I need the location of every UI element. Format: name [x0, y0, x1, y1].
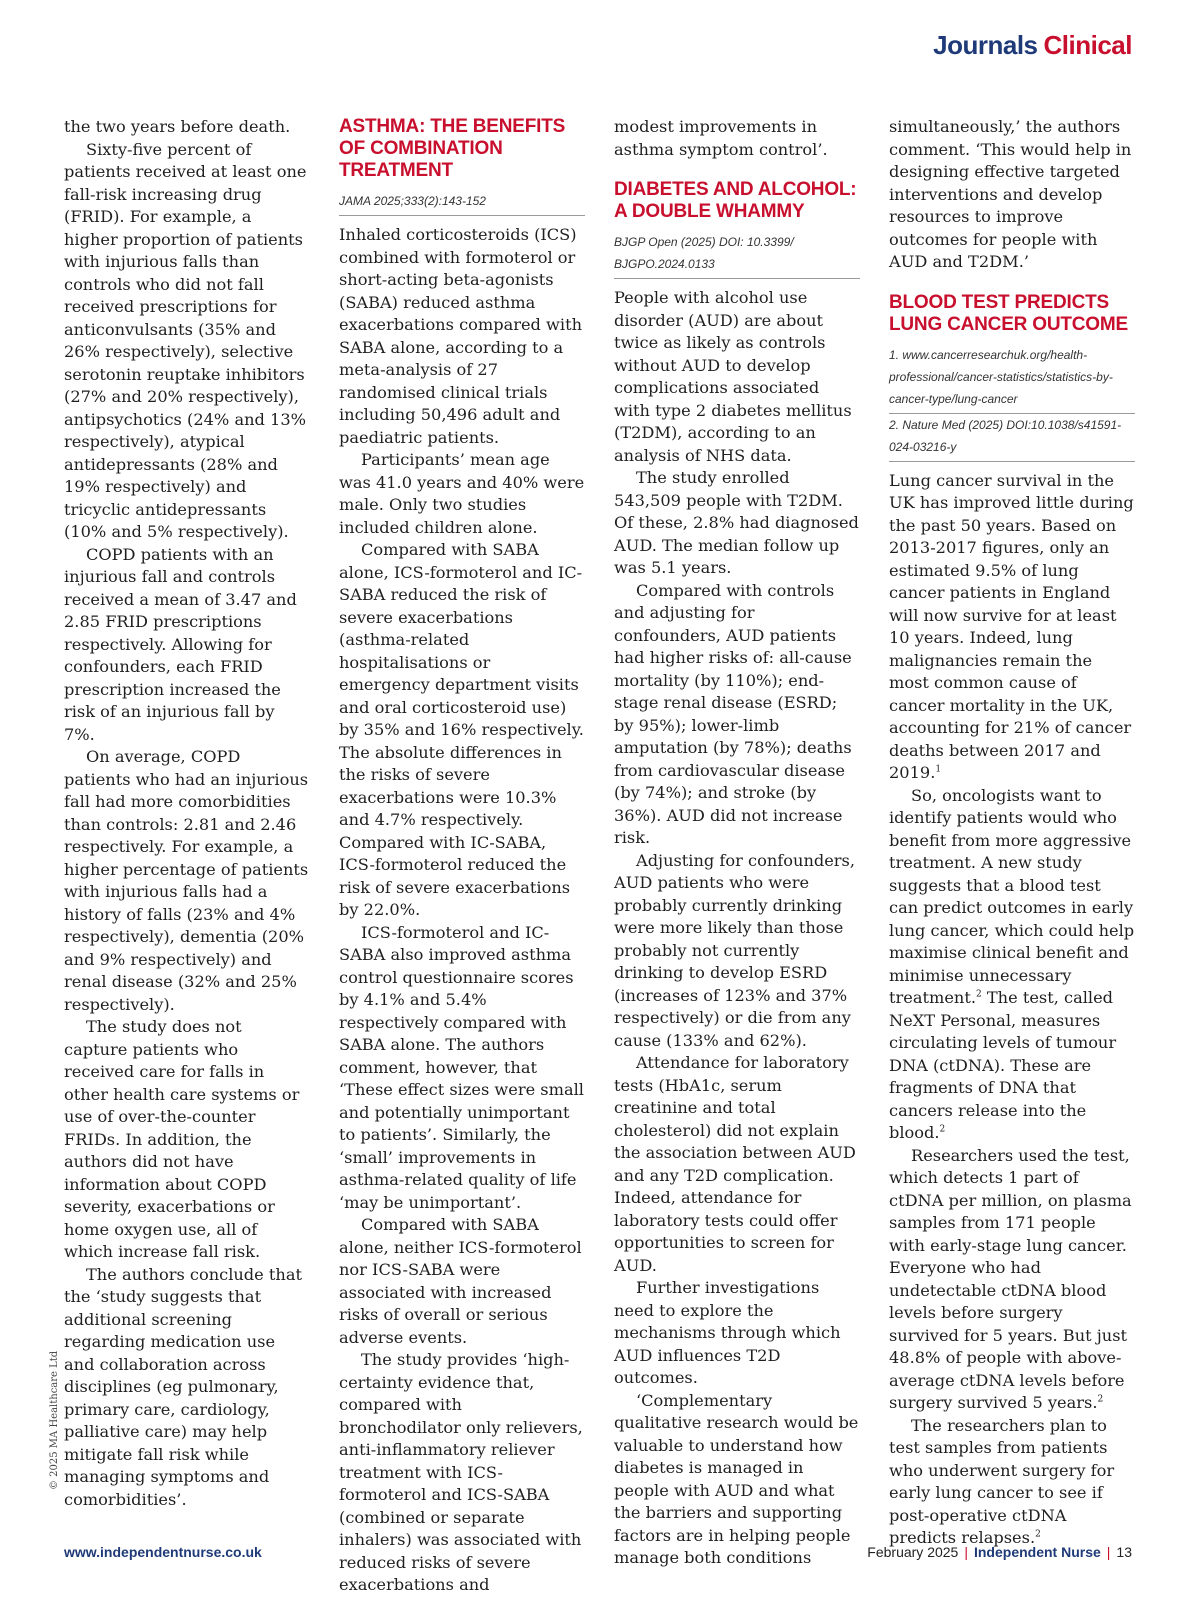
column-3	[614, 116, 860, 1570]
paragraph: The study enrolled 543,509 people with T2DM. Of these, 2.8% had diagnosed AUD. The median follow up was 5.1 years.	[614, 468, 859, 577]
paragraph-text: The test, called NeXT Personal, measures circulating levels of tumour DNA (ctDNA). These are fragments of DNA that cancers release into the blood.	[889, 988, 1117, 1142]
paragraph	[889, 1415, 1135, 1550]
subsection-title: Clinical	[1043, 30, 1132, 60]
article-reference: JAMA 2025;333(2):143-152	[339, 190, 585, 216]
page-number: 13	[1116, 1544, 1132, 1560]
citation-marker: 2	[939, 1124, 946, 1135]
citation-marker: 1	[935, 764, 942, 775]
footer-info	[867, 1544, 1132, 1560]
paragraph: ‘Complementary qualitative research would be valuable to understand how diabetes is managed in people with AUD and what the barriers and supporting factors are in helping people manage both conditions	[614, 1390, 859, 1567]
page-header	[933, 30, 1132, 61]
article-reference-2: 2. Nature Med (2025) DOI:10.1038/s41591-024-03216-y	[889, 414, 1135, 462]
article-heading-diabetes: DIABETES AND ALCOHOL: A DOUBLE WHAMMY	[614, 179, 857, 222]
paragraph: the two years before death.	[64, 117, 291, 136]
paragraph-text: Researchers used the test, which detects 1 part of ctDNA per million, on plasma samples from 171 people with early-stage lung cancer. Everyone who had undetectable ctDNA blood levels before surgery survived for 5 years. But just 48.8% of people with above-average ctDNA levels before surgery survived 5 years.	[889, 1145, 1132, 1412]
paragraph: Compared with SABA alone, ICS-formoterol and IC-SABA reduced the risk of severe exacerbations (asthma-related hospitalisations or emergency department visits and oral corticosteroid use) by 35% and 16% respectively. The absolute differences in the risks of severe exacerbations were 10.3% and 4.7% respectively. Compared with IC-SABA, ICS-formoterol reduced the risk of severe exacerbations by 22.0%.	[339, 540, 584, 919]
paragraph	[889, 785, 1135, 1145]
copyright-notice: © 2025 MA Healthcare Ltd	[49, 1350, 60, 1490]
paragraph: The study provides ‘high-certainty evidence that, compared with bronchodilator only relievers, anti-inflammatory reliever treatment with ICS-formoterol and ICS-SABA (combined or separate inhalers) was associated with reduced risks of severe exacerbations and	[339, 1350, 583, 1594]
paragraph: Adjusting for confounders, AUD patients who were probably currently drinking were more likely than those probably not currently drinking to develop ESRD (increases of 123% and 37% respectively) or die from any cause (133% and 62%).	[614, 850, 855, 1050]
paragraph: COPD patients with an injurious fall and controls received a mean of 3.47 and 2.85 FRID prescriptions respectively. Allowing for confounders, each FRID prescription increased the risk of an injurious fall by 7%.	[64, 544, 297, 744]
paragraph: Compared with SABA alone, neither ICS-formoterol nor ICS-SABA were associated with increased risks of overall or serious adverse events.	[339, 1215, 582, 1347]
citation-marker: 2	[975, 989, 982, 1000]
paragraph: Compared with controls and adjusting for confounders, AUD patients had higher risks of: all-cause mortality (by 110%); end-stage renal disease (ESRD; by 95%); lower-limb amputation (by 78%); deaths from cardiovascular disease (by 74%); and stroke (by 36%). AUD did not increase risk.	[614, 580, 852, 847]
paragraph: Participants’ mean age was 41.0 years and 40% were male. Only two studies included children alone.	[339, 450, 585, 537]
paragraph: simultaneously,’ the authors comment. ‘This would help in designing effective targeted interventions and develop resources to improve outcomes for people with AUD and T2DM.’	[889, 117, 1132, 271]
article-reference: BJGP Open (2025) DOI: 10.3399/ BJGPO.2024.0133	[614, 231, 860, 279]
issue-date: February 2025	[867, 1544, 959, 1560]
column-4	[889, 116, 1135, 1550]
magazine-brand: Independent Nurse	[973, 1544, 1101, 1560]
paragraph: The authors conclude that the ‘study suggests that additional screening regarding medication use and collaboration across disciplines (eg pulmonary, primary care, cardiology, palliative care) may help mitigate fall risk while managing symptoms and comorbidities’.	[64, 1264, 302, 1509]
separator: |	[1106, 1544, 1111, 1560]
paragraph: Inhaled corticosteroids (ICS) combined with formoterol or short-acting beta-agonists (SABA) reduced asthma exacerbations compared with SABA alone, according to a meta-analysis of 27 randomised clinical trials including 50,496 adult and paediatric patients.	[339, 225, 583, 447]
section-title: Journals	[933, 30, 1038, 60]
paragraph: ICS-formoterol and IC-SABA also improved asthma control questionnaire scores by 4.1% and 5.4% respectively compared with SABA alone. The authors comment, however, that ‘These effect sizes were small and potentially unimportant to patients’. Similarly, the ‘small’ improvements in asthma-related quality of life ‘may be unimportant’.	[339, 922, 584, 1212]
paragraph: Further investigations need to explore the mechanisms through which AUD influences T2D outcomes.	[614, 1278, 841, 1387]
paragraph: The study does not capture patients who received care for falls in other health care systems or use of over-the-counter FRIDs. In addition, the authors did not have information about COPD severity, exacerbations or home oxygen use, all of which increase fall risk.	[64, 1017, 300, 1261]
citation-marker: 2	[1035, 1529, 1041, 1540]
paragraph: modest improvements in asthma symptom control’.	[614, 117, 828, 159]
article-heading-lung-cancer: BLOOD TEST PREDICTS LUNG CANCER OUTCOME	[889, 291, 1128, 335]
footer-url-link[interactable]: www.independentnurse.co.uk	[64, 1544, 262, 1560]
paragraph	[889, 1145, 1135, 1415]
paragraph	[889, 470, 1135, 785]
separator: |	[964, 1544, 968, 1560]
article-heading-asthma: ASTHMA: THE BENEFITS OF COMBINATION TREATMENT	[339, 116, 566, 181]
paragraph: People with alcohol use disorder (AUD) are about twice as likely as controls without AUD to develop complications associated with type 2 diabetes mellitus (T2DM), according to an analysis of NHS data.	[614, 288, 852, 465]
citation-marker: 2	[1097, 1394, 1104, 1405]
paragraph: On average, COPD patients who had an injurious fall had more comorbidities than controls: 2.81 and 2.46 respectively. For example, a higher percentage of patients with injurious falls had a history of falls (23% and 4% respectively), dementia (20% and 9% respectively) and renal disease (32% and 25% respectively).	[64, 747, 309, 1014]
paragraph-text: So, oncologists want to identify patients would who benefit from more aggressive treatment. A new study suggests that a blood test can predict outcomes in early lung cancer, which could help maximise clinical benefit and minimise unnecessary treatment.	[889, 785, 1135, 1007]
paragraph-text: Lung cancer survival in the UK has improved little during the past 50 years. Based on 2013-2017 figures, only an estimated 9.5% of lung cancer patients in England will now survive for at least 10 years. Indeed, lung malignancies remain the most common cause of cancer mortality in the UK, accounting for 21% of cancer deaths between 2017 and 2019.	[889, 470, 1134, 782]
paragraph: Attendance for laboratory tests (HbA1c, serum creatinine and total cholesterol) did not explain the association between AUD and any T2D complication. Indeed, attendance for laboratory tests could offer opportunities to screen for AUD.	[614, 1053, 856, 1275]
paragraph: Sixty-five percent of patients received at least one fall-risk increasing drug (FRID). For example, a higher proportion of patients with injurious falls than controls who did not fall received prescriptions for anticonvulsants (35% and 26% respectively), selective serotonin reuptake inhibitors (27% and 20% respectively), antipsychotics (24% and 13% respectively), atypical antidepressants (28% and 19% respectively) and tricyclic antidepressants (10% and 5% respectively).	[64, 139, 307, 541]
article-reference-1: 1. www.cancerresearchuk.org/health-professional/cancer-statistics/statistics-by-cancer-type/lung-cancer	[889, 344, 1135, 414]
column-1	[64, 116, 310, 1511]
paragraph-text: The researchers plan to test samples from patients who underwent surgery for early lung cancer to see if post-operative ctDNA predicts relapses.	[889, 1415, 1115, 1547]
column-2	[339, 116, 585, 1597]
